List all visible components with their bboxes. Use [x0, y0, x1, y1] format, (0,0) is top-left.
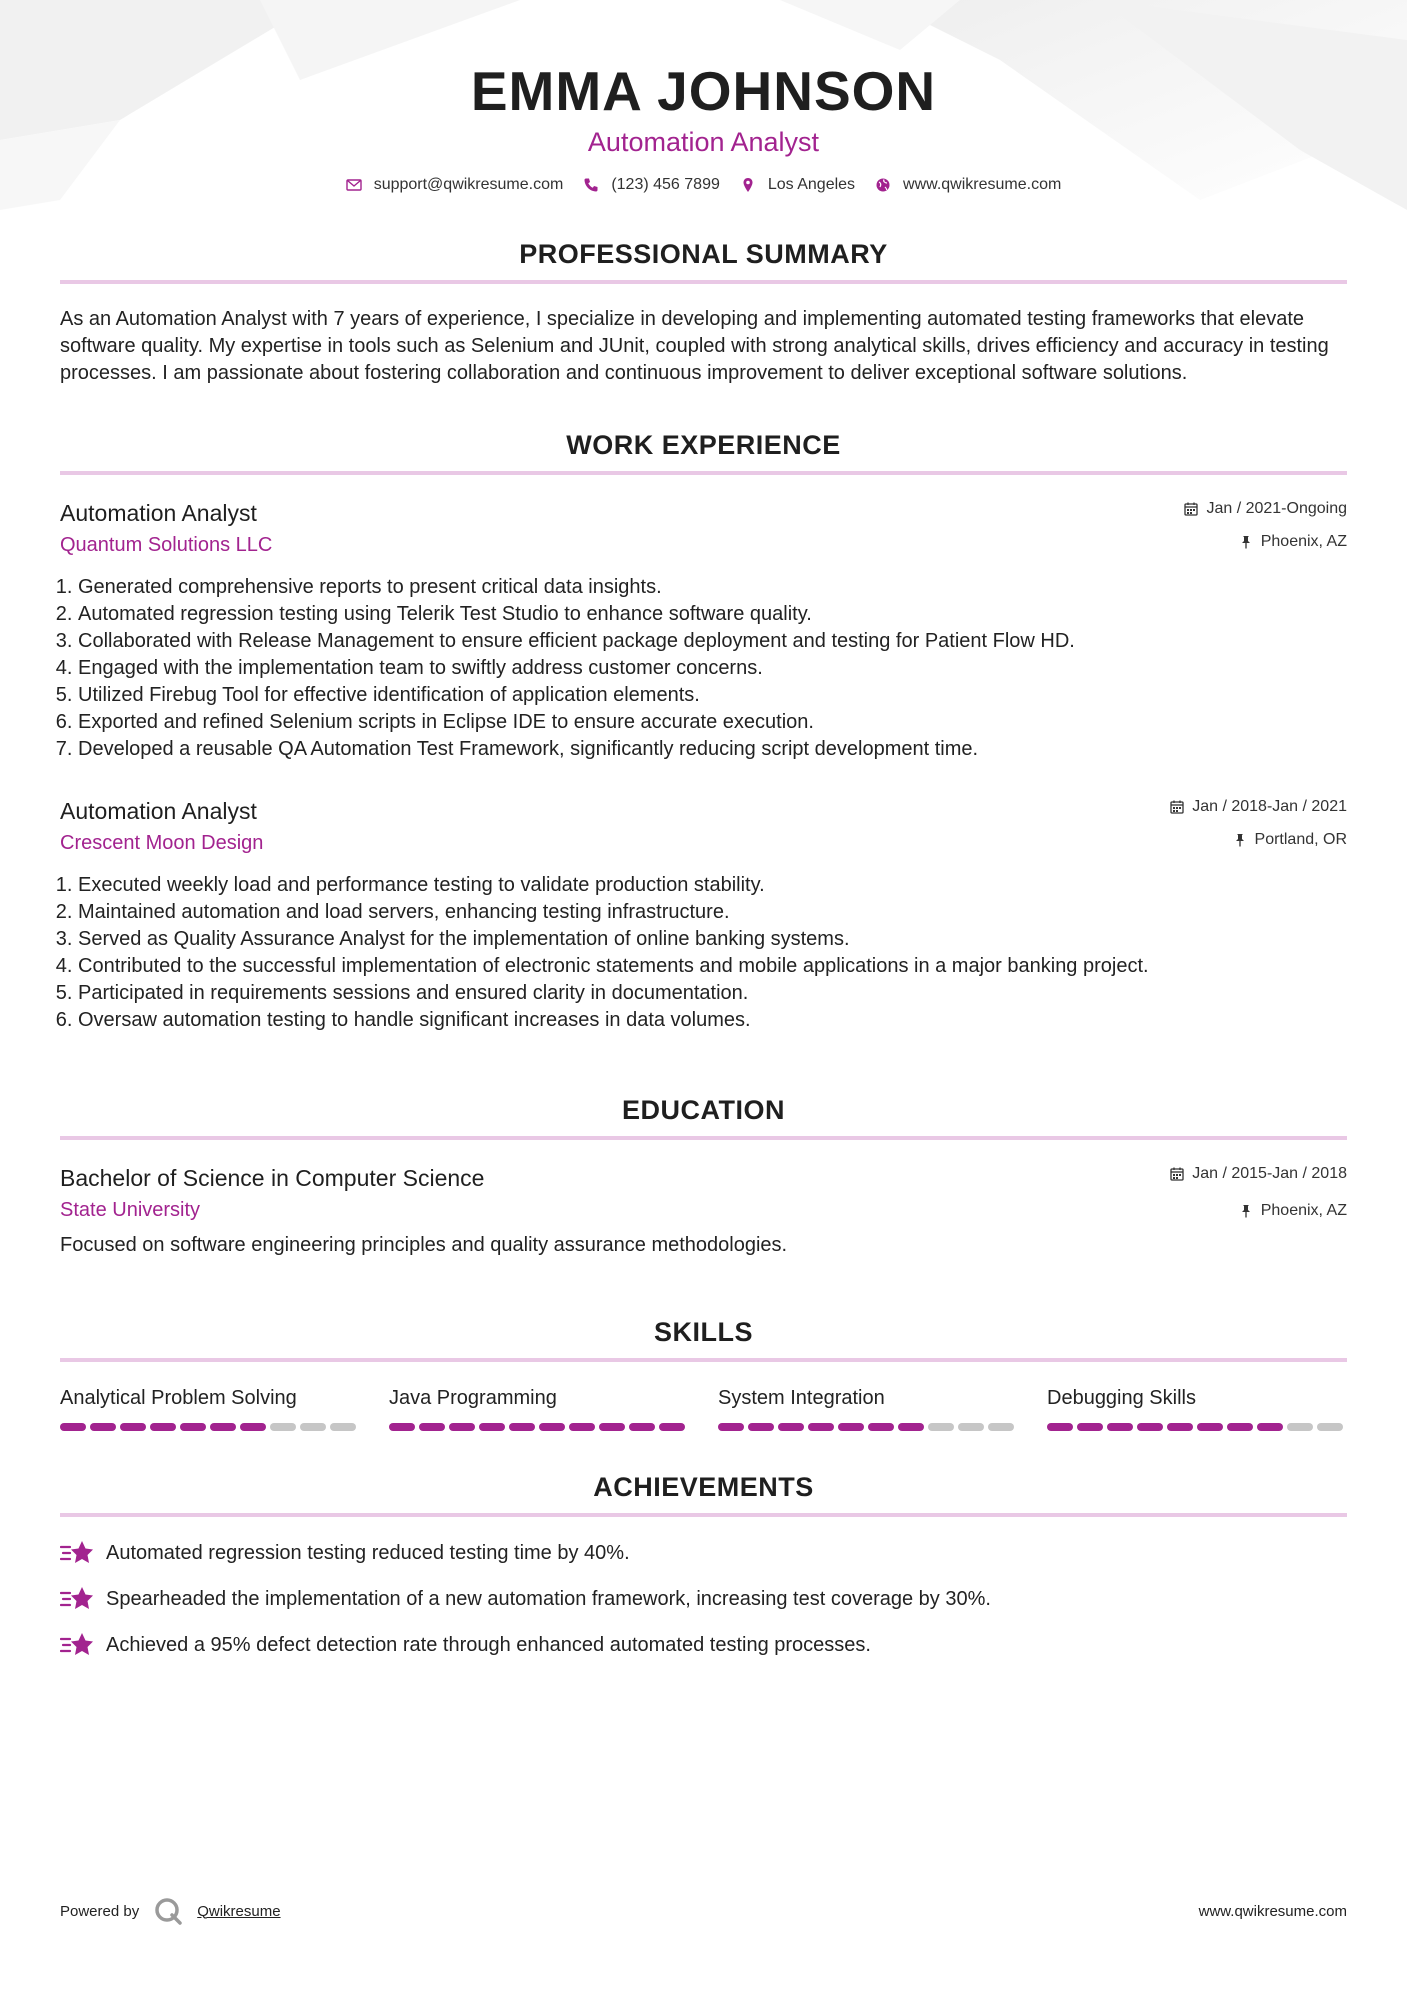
contact-website[interactable] — [875, 176, 1061, 194]
skill-segment-filled — [210, 1423, 236, 1431]
skill-segment-filled — [120, 1423, 146, 1431]
skills-section — [60, 1316, 1347, 1431]
pushpin-icon — [1239, 1204, 1253, 1218]
achievements-list — [60, 1539, 1347, 1659]
skill-segment-filled — [479, 1423, 505, 1431]
skill-name: System Integration — [718, 1387, 885, 1409]
job-entry — [60, 499, 1347, 763]
experience-divider — [60, 471, 1347, 475]
skill-segment-filled — [778, 1423, 804, 1431]
education-location: Phoenix, AZ — [1260, 1202, 1347, 1219]
list-item: 1. Executed weekly load and performance testing to validate production stability. — [78, 872, 1347, 899]
skill-segment-filled — [718, 1423, 744, 1431]
job-company: Crescent Moon Design — [60, 832, 264, 854]
resume-header — [60, 0, 1347, 194]
skill-name: Java Programming — [389, 1387, 557, 1409]
skills-heading: SKILLS — [653, 1317, 753, 1347]
list-item: 4. Engaged with the implementation team to swiftly address customer concerns. — [78, 655, 1347, 682]
skill-segment-filled — [1137, 1423, 1163, 1431]
skill-segment-filled — [90, 1423, 116, 1431]
calendar-icon — [1170, 800, 1184, 814]
summary-section — [60, 238, 1347, 387]
skill-segment-empty — [270, 1423, 296, 1431]
skill-segment-filled — [419, 1423, 445, 1431]
achievement-item — [60, 1631, 1347, 1659]
skill-segment-filled — [449, 1423, 475, 1431]
list-item: 5. Participated in requirements sessions and ensured clarity in documentation. — [78, 980, 1347, 1007]
qwikresume-logo-icon — [153, 1896, 183, 1926]
list-item: 1. Generated comprehensive reports to present critical data insights. — [78, 574, 1347, 601]
achievement-text: Achieved a 95% defect detection rate through enhanced automated testing processes. — [106, 1634, 871, 1656]
list-item: 2. Maintained automation and load servers, enhancing testing infrastructure. — [78, 899, 1347, 926]
envelope-icon — [346, 177, 362, 193]
shooting-star-icon — [60, 1539, 94, 1567]
skill-segment-empty — [1317, 1423, 1343, 1431]
skill-segment-empty — [330, 1423, 356, 1431]
skill-name: Analytical Problem Solving — [60, 1387, 297, 1409]
job-title: Automation Analyst — [60, 500, 257, 526]
job-entry — [60, 797, 1347, 1034]
education-description: Focused on software engineering principles and quality assurance methodologies. — [60, 1234, 788, 1256]
skill-level-bar — [389, 1423, 689, 1431]
skills-list — [60, 1386, 1347, 1431]
list-item: 3. Collaborated with Release Management to ensure efficient package deployment and testing for Patient Flow HD. — [78, 628, 1347, 655]
education-dates: Jan / 2015-Jan / 2018 — [1192, 1165, 1347, 1182]
skill-segment-filled — [868, 1423, 894, 1431]
job-dates: Jan / 2018-Jan / 2021 — [1192, 798, 1347, 815]
education-heading: EDUCATION — [622, 1095, 785, 1125]
email-text: support@qwikresume.com — [373, 176, 564, 193]
map-pin-icon — [740, 177, 756, 193]
skill-level-bar — [718, 1423, 1018, 1431]
job-bullets — [60, 574, 1347, 763]
education-entry — [60, 1164, 1347, 1258]
skill-segment-filled — [1167, 1423, 1193, 1431]
powered-by-label: Powered by — [60, 1902, 140, 1920]
skill-segment-empty — [300, 1423, 326, 1431]
skill-segment-filled — [1227, 1423, 1253, 1431]
page-footer — [60, 1896, 1347, 1926]
experience-heading: WORK EXPERIENCE — [566, 430, 841, 460]
job-dates: Jan / 2021-Ongoing — [1206, 500, 1347, 517]
list-item: 3. Served as Quality Assurance Analyst for the implementation of online banking systems. — [78, 926, 1347, 953]
list-item: 5. Utilized Firebug Tool for effective identification of application elements. — [78, 682, 1347, 709]
skill-segment-filled — [60, 1423, 86, 1431]
skill-segment-filled — [808, 1423, 834, 1431]
school-name: State University — [60, 1199, 201, 1221]
skill-item — [718, 1386, 1018, 1431]
calendar-icon — [1184, 502, 1198, 516]
achievement-item — [60, 1539, 1347, 1567]
skill-segment-filled — [659, 1423, 685, 1431]
skill-segment-filled — [569, 1423, 595, 1431]
job-location: Portland, OR — [1254, 831, 1347, 848]
skill-level-bar — [60, 1423, 360, 1431]
education-section — [60, 1094, 1347, 1258]
summary-text: As an Automation Analyst with 7 years of experience, I specialize in developing and implementing automated testing frameworks that elevate software quality. My expertise in tools such as Selenium and JUnit, coupled with strong analytical skills, drives efficiency and accuracy in testing processes. I am passionate about fostering collaboration and continuous improvement to deliver exceptional software solutions. — [60, 308, 1329, 384]
skill-name: Debugging Skills — [1047, 1387, 1196, 1409]
pushpin-icon — [1239, 535, 1253, 549]
list-item: 7. Developed a reusable QA Automation Test Framework, significantly reducing script development time. — [78, 736, 1347, 763]
contact-email[interactable] — [346, 176, 564, 194]
footer-website-link[interactable]: www.qwikresume.com — [1198, 1902, 1347, 1920]
degree-title: Bachelor of Science in Computer Science — [60, 1165, 485, 1191]
calendar-icon — [1170, 1167, 1184, 1181]
list-item: 2. Automated regression testing using Telerik Test Studio to enhance software quality. — [78, 601, 1347, 628]
skill-segment-filled — [1257, 1423, 1283, 1431]
phone-text: (123) 456 7899 — [611, 176, 720, 193]
contact-location — [740, 176, 855, 194]
skill-segment-filled — [629, 1423, 655, 1431]
skill-item — [60, 1386, 360, 1431]
achievements-section — [60, 1471, 1347, 1659]
education-divider — [60, 1136, 1347, 1140]
skill-segment-filled — [150, 1423, 176, 1431]
location-text: Los Angeles — [767, 176, 856, 193]
skill-segment-filled — [838, 1423, 864, 1431]
job-bullets — [60, 872, 1347, 1034]
candidate-role: Automation Analyst — [587, 127, 820, 157]
shooting-star-icon — [60, 1631, 94, 1659]
skill-segment-filled — [240, 1423, 266, 1431]
skills-divider — [60, 1358, 1347, 1362]
job-title: Automation Analyst — [60, 798, 257, 824]
skill-segment-filled — [509, 1423, 535, 1431]
globe-icon — [875, 177, 891, 193]
skill-item — [389, 1386, 689, 1431]
qwikresume-link[interactable]: Qwikresume — [197, 1902, 281, 1920]
skill-segment-empty — [988, 1423, 1014, 1431]
experience-section — [60, 429, 1347, 1034]
skill-segment-filled — [748, 1423, 774, 1431]
candidate-name: EMMA JOHNSON — [470, 60, 937, 122]
list-item: 6. Exported and refined Selenium scripts in Eclipse IDE to ensure accurate execution. — [78, 709, 1347, 736]
list-item: 6. Oversaw automation testing to handle significant increases in data volumes. — [78, 1007, 1347, 1034]
skill-segment-empty — [928, 1423, 954, 1431]
pushpin-icon — [1233, 833, 1247, 847]
shooting-star-icon — [60, 1585, 94, 1613]
skill-segment-filled — [1047, 1423, 1073, 1431]
job-company: Quantum Solutions LLC — [60, 534, 273, 556]
achievement-text: Automated regression testing reduced testing time by 40%. — [106, 1542, 630, 1564]
skill-segment-filled — [898, 1423, 924, 1431]
skill-item — [1047, 1386, 1347, 1431]
website-text: www.qwikresume.com — [903, 176, 1062, 193]
skill-segment-filled — [180, 1423, 206, 1431]
skill-segment-filled — [599, 1423, 625, 1431]
contact-bar — [60, 176, 1347, 194]
job-location: Phoenix, AZ — [1260, 533, 1347, 550]
summary-divider — [60, 280, 1347, 284]
skill-segment-empty — [958, 1423, 984, 1431]
skill-level-bar — [1047, 1423, 1347, 1431]
skill-segment-filled — [539, 1423, 565, 1431]
skill-segment-filled — [1197, 1423, 1223, 1431]
achievements-heading: ACHIEVEMENTS — [593, 1472, 814, 1502]
skill-segment-filled — [1077, 1423, 1103, 1431]
achievement-text: Spearheaded the implementation of a new automation framework, increasing test coverage by 30%. — [106, 1588, 991, 1610]
achievements-divider — [60, 1513, 1347, 1517]
summary-heading: PROFESSIONAL SUMMARY — [519, 239, 888, 269]
skill-segment-filled — [1107, 1423, 1133, 1431]
list-item: 4. Contributed to the successful implementation of electronic statements and mobile applications in a major banking project. — [78, 953, 1347, 980]
skill-segment-empty — [1287, 1423, 1313, 1431]
skill-segment-filled — [389, 1423, 415, 1431]
achievement-item — [60, 1585, 1347, 1613]
contact-phone[interactable] — [583, 176, 720, 194]
phone-icon — [583, 177, 599, 193]
